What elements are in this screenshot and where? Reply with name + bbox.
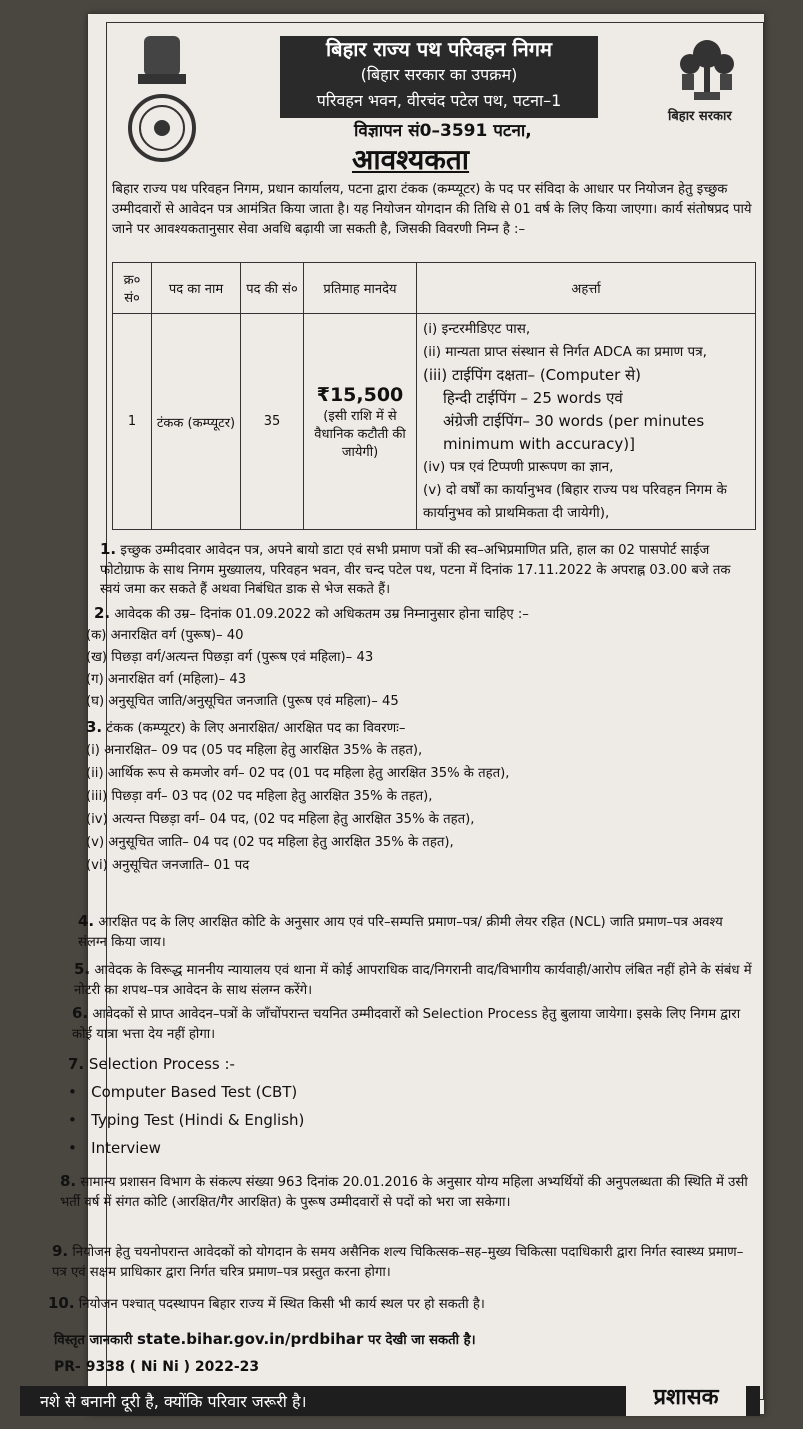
- header-title-box: [280, 36, 598, 118]
- qual-2: (ii) मान्यता प्राप्त संस्थान से निर्गत ADCA का प्रमाण पत्र,: [423, 344, 707, 360]
- point-5-text: आवेदक के विरूद्ध माननीय न्यायालय एवं थाना में कोई आपराधिक वाद/निगरानी वाद/विभागीय कार्यवाही/आरोप लंबित नहीं होने के संबंध में नोटरी का शपथ–पत्र आवेदन के साथ संलग्न करेंगे।: [74, 963, 752, 998]
- more-info-prefix: विस्तृत जानकारी: [54, 1333, 133, 1348]
- point-6-text: आवेदकों से प्राप्त आवेदन–पत्रों के जाँचोंपरान्त चयनित उम्मीदवारों को Selection Process हेतु बुलाया जायेगा। इसके लिए निगम द्वारा कोई यात्रा भत्ता देय नहीं होगा।: [72, 1007, 741, 1042]
- point-2a: (क) अनारक्षित वर्ग (पुरूष)– 40: [86, 627, 244, 643]
- list-item: • Computer Based Test (CBT): [68, 1083, 298, 1101]
- point-3-v: (v) अनुसूचित जाति– 04 पद (02 पद महिला हेतु आरक्षित 35% के तहत),: [86, 834, 454, 850]
- cell-post: टंकक (कम्प्यूटर): [152, 314, 241, 530]
- point-2d: (घ) अनुसूचित जाति/अनुसूचित जनजाति (पुरूष एवं महिला)– 45: [86, 693, 399, 709]
- point-9: [52, 1242, 754, 1282]
- qual-3c: minimum with accuracy)]: [443, 435, 635, 453]
- point-8-text: सामान्य प्रशासन विभाग के संकल्प संख्या 963 दिनांक 20.01.2016 के अनुसार योग्य महिला अभ्यर्थियों की अनुपलब्धता की स्थिति में उसी भर्ती वर्ष में संगत कोटि (आरक्षित/गैर आरक्षित) के पुरूष उम्मीदवारों से पदों को भरा जा सकेगा।: [60, 1175, 748, 1210]
- signatory: प्रशासक: [626, 1380, 746, 1416]
- pay-amount: ₹15,500: [316, 383, 404, 406]
- ashoka-emblem-seal-icon: [122, 36, 202, 162]
- point-2: [86, 604, 754, 713]
- point-2-text: आवेदक की उम्र– दिनांक 01.09.2022 को अधिकतम उम्र निम्नानुसार होना चाहिए :–: [114, 607, 529, 622]
- point-3-i: (i) अनारक्षित– 09 पद (05 पद महिला हेतु आरक्षित 35% के तहत),: [86, 742, 423, 758]
- advertisement-number: विज्ञापन सं0–3591 पटना,: [354, 121, 532, 141]
- point-3: [86, 718, 754, 877]
- point-5-number: 5.: [74, 960, 91, 978]
- cell-count: 35: [241, 314, 304, 530]
- more-info-url: state.bihar.gov.in/prdbihar: [136, 1330, 364, 1348]
- cell-qualification: [417, 314, 756, 530]
- pay-note: (इसी राशि में से वैधानिक कटौती की जायेगी): [314, 408, 406, 460]
- point-2c: (ग) अनारक्षित वर्ग (महिला)– 43: [86, 671, 247, 687]
- point-4: [78, 912, 754, 952]
- point-10-text: नियोजन पश्चात् पदस्थापन बिहार राज्य में स्थित किसी भी कार्य स्थल पर हो सकती है।: [78, 1297, 485, 1312]
- point-9-number: 9.: [52, 1242, 69, 1260]
- point-9-text: नियोजन हेतु चयनोपरान्त आवेदकों को योगदान के समय असैनिक शल्य चिकित्सक–सह–मुख्य चिकित्सा पदाधिकारी द्वारा निर्गत स्वास्थ्य प्रमाण–पत्र एवं सक्षम प्राधिकार द्वारा निर्गत चरित्र प्रमाण–पत्र प्रस्तुत करना होगा।: [52, 1245, 744, 1280]
- qual-1: (i) इन्टरमीडिएट पास,: [423, 321, 531, 337]
- col-header-sn: क्र० सं०: [113, 263, 152, 314]
- selection-typing-test: Typing Test (Hindi & English): [91, 1111, 305, 1129]
- point-1-number: 1.: [100, 540, 117, 558]
- point-3-iv: (iv) अत्यन्त पिछड़ा वर्ग– 04 पद, (02 पद महिला हेतु आरक्षित 35% के तहत),: [86, 811, 475, 827]
- point-7: [68, 1050, 754, 1162]
- point-4-number: 4.: [78, 912, 95, 930]
- table-row: [113, 314, 756, 530]
- point-3-number: 3.: [86, 718, 103, 736]
- col-header-count: पद की सं०: [241, 263, 304, 314]
- col-header-post: पद का नाम: [152, 263, 241, 314]
- org-address: परिवहन भवन, वीरचंद पटेल पथ, पटना–1: [316, 91, 562, 110]
- qual-3b: अंग्रेजी टाईपिंग– 30 words (per minutes: [443, 412, 705, 430]
- selection-cbt: Computer Based Test (CBT): [91, 1083, 298, 1101]
- qual-4: (iv) पत्र एवं टिप्पणी प्रारूपण का ज्ञान,: [423, 459, 614, 475]
- qual-3a: हिन्दी टाईपिंग – 25 words एवं: [443, 389, 623, 407]
- col-header-qualification: अहर्त्ता: [417, 263, 756, 314]
- point-4-text: आरक्षित पद के लिए आरक्षित कोटि के अनुसार आय एवं परि–सम्पत्ति प्रमाण–पत्र/ क्रीमी लेयर रहित (NCL) जाति प्रमाण–पत्र अवश्य संलग्न किया जाय।: [78, 915, 723, 950]
- point-2b: (ख) पिछड़ा वर्ग/अत्यन्त पिछड़ा वर्ग (पुरूष एवं महिला)– 43: [86, 649, 374, 665]
- point-5: [74, 960, 754, 1000]
- col-header-pay: प्रतिमाह मानदेय: [304, 263, 417, 314]
- org-subtitle: (बिहार सरकार का उपक्रम): [360, 65, 518, 84]
- intro-paragraph: बिहार राज्य पथ परिवहन निगम, प्रधान कार्यालय, पटना द्वारा टंकक (कम्प्यूटर) के पद पर संविदा के आधार पर नियोजन हेतु इच्छुक उम्मीदवारों से आवेदन पत्र आमंत्रित किया जाता है। यह नियोजन योगदान की तिथि से 01 वर्ष के लिए किया जाएगा। कार्य संतोषप्रद पाये जाने पर आवश्यकतानुसार सेवा अवधि बढ़ायी जा सकती है, जिसकी विवरणी निम्न है :–: [112, 182, 752, 237]
- list-item: • Typing Test (Hindi & English): [68, 1111, 305, 1129]
- point-7-text: Selection Process :-: [88, 1055, 235, 1073]
- point-6: [72, 1004, 754, 1044]
- point-6-number: 6.: [72, 1004, 89, 1022]
- point-3-ii: (ii) आर्थिक रूप से कमजोर वर्ग– 02 पद (01 पद महिला हेतु आरक्षित 35% के तहत),: [86, 765, 510, 781]
- footer-bar: [20, 1386, 760, 1416]
- point-1-text: इच्छुक उम्मीदवार आवेदन पत्र, अपने बायो डाटा एवं सभी प्रमाण पत्रों की स्व–अभिप्रमाणित प्रति, हाल का 02 पासपोर्ट साईज फोटोग्राफ के साथ निगम मुख्यालय, परिवहन भवन, वीर चन्द पटेल पथ, पटना में दिनांक 17.11.2022 के अपराह्न 03.00 बजे तक स्वयं जमा कर सकते हैं अथवा निबंधित डाक से भेज सकते हैं।: [100, 543, 731, 597]
- qual-5: (v) दो वर्षों का कार्यानुभव (बिहार राज्य पथ परिवहन निगम के कार्यानुभव को प्राथमिकता दी जायेगी),: [423, 482, 727, 521]
- point-7-number: 7.: [68, 1055, 85, 1073]
- org-name: बिहार राज्य पथ परिवहन निगम: [325, 37, 553, 61]
- point-1: [100, 540, 752, 600]
- selection-interview: Interview: [91, 1139, 161, 1157]
- more-info-line: [54, 1330, 754, 1351]
- point-10-number: 10.: [48, 1294, 75, 1312]
- point-2-number: 2.: [94, 604, 111, 622]
- footer-slogan: नशे से बनानी दूरी है, क्योंकि परिवार जरूरी है।: [40, 1392, 307, 1411]
- vacancy-table: [112, 262, 756, 530]
- point-3-text: टंकक (कम्प्यूटर) के लिए अनारक्षित/ आरक्षित पद का विवरणः–: [106, 721, 406, 736]
- point-3-vi: (vi) अनुसूचित जनजाति– 01 पद: [86, 857, 250, 873]
- cell-sn: 1: [113, 314, 152, 530]
- pr-number: PR- 9338 ( Ni Ni ) 2022-23: [54, 1359, 260, 1375]
- qual-3: (iii) टाईपिंग दक्षता– (Computer से): [423, 366, 642, 384]
- table-header-row: [113, 263, 756, 314]
- cell-pay: [304, 314, 417, 530]
- point-3-iii: (iii) पिछड़ा वर्ग– 03 पद (02 पद महिला हेतु आरक्षित 35% के तहत),: [86, 788, 433, 804]
- point-8: [60, 1172, 754, 1212]
- point-10: [48, 1294, 754, 1315]
- more-info-suffix: पर देखी जा सकती है।: [368, 1333, 476, 1348]
- govt-label: बिहार सरकार: [668, 109, 732, 124]
- notice-title: आवश्यकता: [352, 143, 470, 176]
- point-8-number: 8.: [60, 1172, 77, 1190]
- list-item: • Interview: [68, 1139, 161, 1157]
